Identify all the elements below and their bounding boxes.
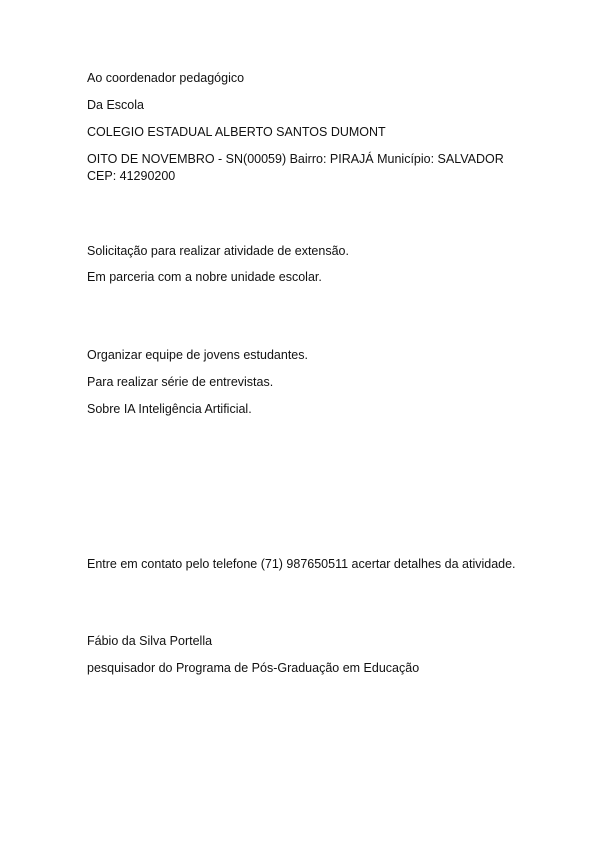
contact-line: Entre em contato pelo telefone (71) 987650511 acertar detalhes da atividade. [87, 557, 516, 571]
plan-line-2: Para realizar série de entrevistas. [87, 375, 274, 389]
address-block [87, 151, 557, 185]
signature-role: pesquisador do Programa de Pós-Graduação em Educação [87, 661, 420, 675]
address-line-1: OITO DE NOVEMBRO - SN(00059) Bairro: PIRAJÁ Município: SALVADOR [87, 152, 504, 166]
address-line-2: CEP: 41290200 [87, 169, 176, 183]
school-name-line: COLEGIO ESTADUAL ALBERTO SANTOS DUMONT [87, 125, 386, 139]
signature-name: Fábio da Silva Portella [87, 634, 213, 648]
school-prefix-line: Da Escola [87, 98, 144, 112]
plan-line-3: Sobre IA Inteligência Artificial. [87, 402, 252, 416]
request-line-1: Solicitação para realizar atividade de extensão. [87, 244, 349, 258]
request-line-2: Em parceria com a nobre unidade escolar. [87, 270, 322, 284]
plan-line-1: Organizar equipe de jovens estudantes. [87, 348, 308, 362]
salutation-line: Ao coordenador pedagógico [87, 71, 245, 85]
